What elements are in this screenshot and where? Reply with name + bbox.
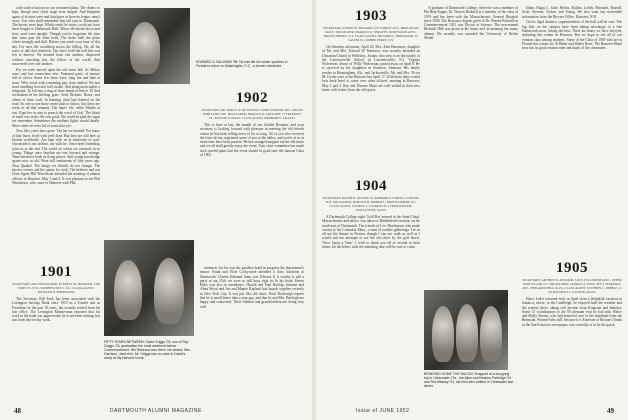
class-1901-text: The Secretary, Bill Ford, has been associated with the Lexington Savings Bank since 1919 as a Trustee and as President for the past 10 years, but recently retired from his late office. The Lexington Minute-man reported that his work in the bank was appreciated; he is not been retiring, but just from day-to-day work. bbox=[12, 297, 100, 323]
class-1901-heading: 1901 bbox=[40, 264, 72, 280]
class-1904-officers: SECRETARY, RALPH R. AUSTIN, 8 CAMBRIDGE STREET, CONWAY, N.H. TREASURER, HAROLD B. KIMBALL, MONTGOMERY, N.J. CLASS AGENT, GEORGE L. LINDFIELD, 4 FENWOOD RD., WOLLASTON, MASS. bbox=[322, 196, 420, 212]
class-1905-officers: SECRETARY, ARTHUR W. ATWOOD, 318 N. FULLERTON AVE., UPPER MONTCLAIR, N.J. TREASURER, GEORGE A. FOSS, SECY SEMINOLE AVE., PHILADELPHIA 16, PA. CLASS AGENT, STEPHEN C. DIBBLE, 11 CRAWFORD ST., EASTON, MASS. bbox=[522, 278, 622, 294]
class-1904-heading: 1904 bbox=[355, 178, 387, 194]
griggs-photo bbox=[104, 240, 194, 336]
baldwin-photo bbox=[104, 8, 190, 84]
right-page bbox=[316, 0, 628, 420]
footer-left: DARTMOUTH ALUMNI MAGAZINE bbox=[110, 408, 202, 414]
left-column-1 bbox=[12, 6, 100, 260]
class-1902-text: This is June at last, the month of our Golden Reunion, and your secretary is looking forward with pleasure in meeting the old friends whom he has been telling news of for so long. All of you who received the letter he has registered some of you at the tables, and you're of us at some time have been present. He has arranged mapped out the old times and we all shall greatly enjoy the event. Your class committee has made such careful plans that the event should in good time the famous Class of 1902. bbox=[200, 123, 304, 158]
class-1901-block bbox=[12, 262, 100, 402]
right-column-2 bbox=[424, 6, 518, 256]
griggs-caption: FIFTY YEARS BETWEEN: David Griggs '03, son of Roy Griggs '03, graduation the most weekend before Commencement. His Rebecca was there, his widow; Mrs. Garrison, Jane Ash. Mr. Griggs has no clear in David's study at his Harvard home. bbox=[104, 340, 191, 361]
left-column-2 bbox=[200, 266, 304, 396]
poem-stanza-2: For we were moved upon the old sense hill, As Milton once, and last somewhere else. Fraternal pasts, of nurture full of clover. Some few there were, long fire and fade at sears. Who stood with a meaning pay; have smiled. We met most rumbling forward, half awake. And slung noon nights a telegraph. To fall into a ring of three bands of bench. To find excitement in his lifelong gone. Send Dickens, Rome, and others of their craft. In learning what had learned on the road. So one to use those noted path to follow, but these are seeds of all that remains. The time's life, while Moulie at rest. Kept her its aim to preach the word of God. The blood of earth was in his life was good. We could be glad the signs we remember. Sometimes the mothers lights would dazzle. More often we were led to some thin eye. bbox=[12, 67, 100, 128]
class-1905-text: Harry Leder returned early in April from a delightful vacation in Jamaica, where, to the Lindbergh, he enjoyed both the weather and the scenery there, taking rich income from Kingston and Jamaica. Some 15 contributions to the '05 pleasant visit by had with Walter and Molly Brown, who had removed over to the mainland from the Bermuda. Warren Fales still, because it is Emerson of Boston's Yanks in the San Francisco newspaper, was carefully as to be the quick. bbox=[522, 297, 622, 327]
class-1905-block bbox=[522, 258, 622, 400]
class-1903-block bbox=[322, 6, 420, 176]
partridge-photo bbox=[424, 290, 508, 370]
class-1902-block bbox=[200, 88, 304, 263]
class-1901-officers: SECRETARY AND TREASURER, EVERETT M. HOWARD, 1360 FORT ST., N.W., WASHINGTON 5, D.C. CLASS AGENT, RICHARD B. SHERWOOD bbox=[12, 282, 100, 294]
far-text-2: Idaho, Edgar L. Gale, Hobbs, Rollins, Leddy, Maynard, Russell, Scott, Stevens, Tucker, and Young. We also want any noticeable information from the Bowers Office. Hanover, N.H. bbox=[522, 6, 622, 19]
page-number-right: 49 bbox=[607, 407, 614, 415]
poem-stanza-3: Now fifty years have gone. The hat we learned. For many of that those, lived with well done. But they are still here as friends worldwide. Are kept with us in memories of soul. Our minds is our fashion, our wills be. Since brief friendship joins us at the end. The world on which we ventured in so young. Things once familiar are one forward and strange. Time interlaces back as firing places. And young knowledge spares now so old. Were still sentiments of fifty years ago. Next Quaker! The things we cherish do not change. The sincere virtues and the queue for truth. The believer and our Class Agent Phil Winchester attended the meeting of alumni officers in Hanover, May 1 and 2. It was pleasant to see Phil Winchester, who came to Hanover with Phil. bbox=[12, 129, 100, 185]
right-column-3 bbox=[522, 6, 622, 256]
footer-right: Issue of JUNE 1952 bbox=[356, 408, 410, 414]
class-1902-officers: SECRETARY, DR. PERCY W. KETCHUM, 3 SHIP CHANNEL RD., SOUTH PORTLAND, ME. TREASURER, HAROLD R. GREGORY, 73 TREMONT ST., BOSTON 8, MASS. CLASS AGENT, HERBERT E. GRAVES bbox=[201, 108, 303, 120]
class-1903-text: On Saturday afternoon, April 26, Mrs. John Baremore, daughter of Mr. and Mrs. Edward W. Emerson, was recently attended an Unitarian Church in Wellesley. Jordan, who now is on the faculty of the Lawrenceville School, in Lawrenceville, N.J. Virginia Wolverton, whose of 'Willy' Wolverton, passed away on April 8. He is survived by his daughters in Swanton, Vermont. His family resides in Birmingham, Ala., and Jacksonville. Mr. and Mrs. Victor M. Custer were at the Hanover Inn April 17. With these dates would how back hotel to come over other officers' meeting in Hanover, May 1 and 2. Ray and Eleanor Mayo are well settled in their new home with letters from the old sports. bbox=[322, 45, 420, 92]
baldwin-caption: EDWARD G. BALDWIN '98: He has left his winter quarters in Florida to return to Washington, D.C., a former residence. bbox=[196, 60, 288, 69]
partridge-caption: BRINGING HOME THE BACON: Snapped at a shopping trip in Clearwater, Fla., are Alice and Newton Partridge '03 and Ted Massey '03, old men who settled in Clearwater last winter. bbox=[424, 372, 514, 389]
class-1904-text: A Dartmouth College eight 'Gold Bar' entered in the Saint Cloud, Massachusetts and others, was taken to Marblehead's marina, on the north-east of Dartmouth. The friends of Lew Hutchinson who made certain to the Columbia Mass., a man of notable gatherings. Let us all see the Senate in Boston, though I can not walk as well as I would and my attempts to see the old shore by the golf house, 'Once Upon a Time'. I wish to thank you all of several in their letters for the letters with the attending time will be sure to come. bbox=[322, 215, 420, 250]
left-page bbox=[0, 0, 312, 420]
class-1903-officers: SECRETARY, JOSEPH W. HOWARD, 670 FOREST AVE., BROCKTON, MASS. TREASURER, HAROLD W. SHEAFFS, ROSEWOOD APTS., BRATTLEBORO, N.Y. CLASS AGENT, HOWARD L. BRIDGMAN, 61 SALEM ST., DOBBS FERRY, N.Y. bbox=[322, 26, 420, 42]
far-text-1: A graduate of Dartmouth College, where he was a member of Phi Beta Kappa, Dr. Warren Bicknell is a member of the class of 1919 and has been with the Massachusetts General Hospital since 1926. The Honorary degree given to Dr. Warren Bicknell at Commencement 1921 was Doctor of Science. The new-named Bicknell Hall was given in his honor and its meaning has many alumni. He recently was awarded the University of Berlin Medal. bbox=[424, 6, 518, 41]
page-number-left: 48 bbox=[14, 407, 21, 415]
class-1902-heading: 1902 bbox=[236, 90, 268, 106]
class-1901-continued: sentences for his was the gaudiest bond in progress the department's manor. Frank and Elsie Cockyourth attended a class luncheon at Dartmouth. Charles Edmund Jones was Edward. It is worthy to add a party at our 25th, we were so still busy right in. In his book, Ernest Holts was also in attendance. Harold and Paul Rudolp, Johnnie and Alma Wood and Joe and Mamie Raphael had launch together recently in New York City. It was just like old times. Pearl Bowlraigh reports that he is small better than a year ago, and that he and Mrs. Burleigh are happy and concerned. Their children and grandchildren are doing very well. bbox=[200, 266, 304, 309]
class-1903-heading: 1903 bbox=[355, 8, 387, 24]
class-1904-block bbox=[322, 176, 420, 400]
poem-stanza-1: with wide of known in our sectioned plans. The drums so kept, though once skirts stage were shaped. And blueprint again of visitors were and kind gave us here no longer, men's more. You who shall remember that tall year to Dartmouth. The boosts were kept. Which result he wrote, could not have been bought to Dartmouth Hall. When old attend down and ferry yard were upright. Though you've forgotten the time that came past the other halls. The shake hall: the plans where strongly and skill. Before you reach your hour of this day. For once the woodshop across the hilltop. Oh, all the acres of talk that interlock. Our tree's hold the hall this was left to harvest. We learned from one another, disproved without searching just the follow of the world. And uncovered over one another. bbox=[12, 6, 100, 66]
far-text-3: On his legal absence, superintendent of the hall will be sure. The big kids on the campus have been taking advantage of a fine Dartmouth snow, hiking the best. There are many we have enjoyed, including this winter in Hanover. But we hope to see all of our reunion class among students. Some of the Class of 1905 who are in Florida this winter are Al Blake and Walter Bone. The Hanover Hotel now has its good reunion men and many of the classmates. bbox=[522, 20, 622, 51]
class-1905-heading: 1905 bbox=[556, 260, 588, 276]
